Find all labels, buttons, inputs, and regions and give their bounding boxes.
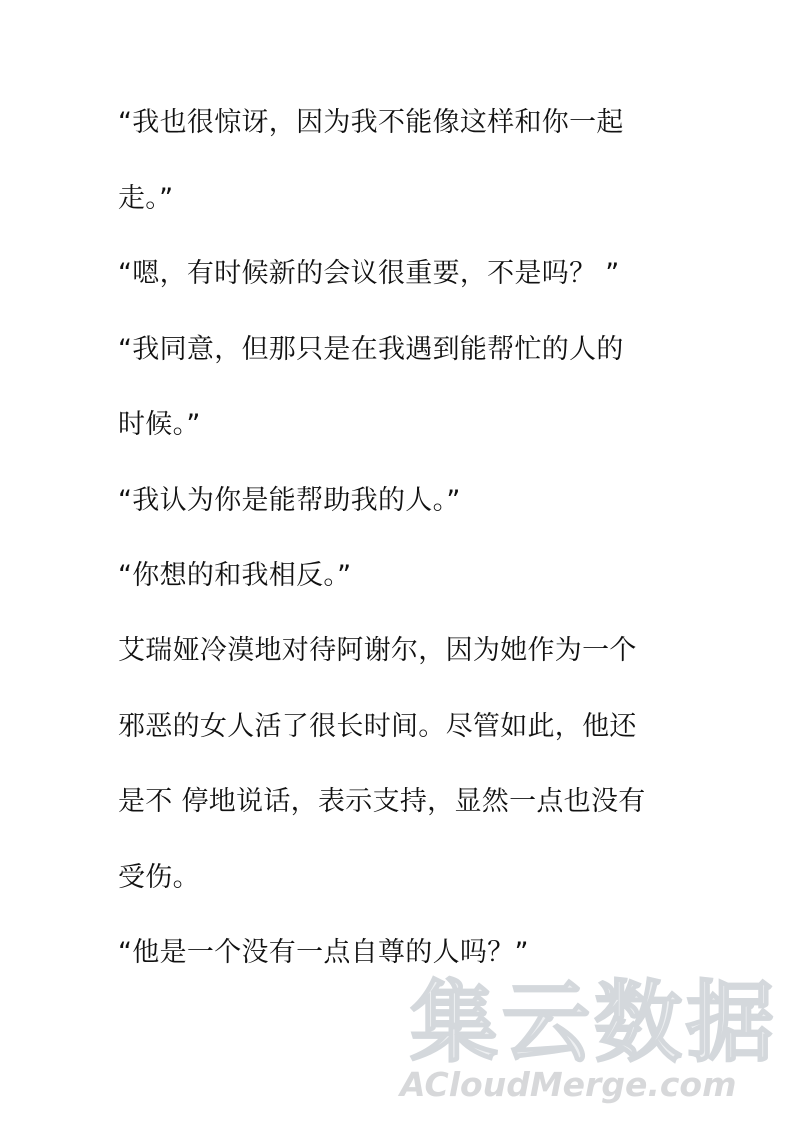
- text-line: “我也很惊讶，因为我不能像这样和你一起: [118, 107, 624, 138]
- text-line: “你想的和我相反。”: [118, 560, 352, 591]
- text-line: “我认为你是能帮助我的人。”: [118, 485, 461, 516]
- text-line: 走。”: [118, 183, 174, 214]
- text-line: “嗯，有时候新的会议很重要，不是吗？ ”: [118, 258, 620, 289]
- watermark-chinese: 集云数据: [410, 971, 779, 1074]
- text-line: 邪恶的女人活了很长时间。尽管如此，他还: [118, 711, 637, 742]
- watermark-english: ACloudMerge.com: [400, 1065, 737, 1104]
- text-line: 是不 停地说话，表示支持，显然一点也没有: [118, 786, 646, 817]
- text-line: “我同意，但那只是在我遇到能帮忙的人的: [118, 334, 624, 365]
- text-line: “他是一个没有一点自尊的人吗？”: [118, 937, 529, 968]
- text-line: 时候。”: [118, 409, 201, 440]
- text-line: 艾瑞娅冷漠地对待阿谢尔，因为她作为一个: [118, 635, 637, 666]
- watermark: [400, 971, 785, 1105]
- text-line: 受伤。: [118, 862, 200, 893]
